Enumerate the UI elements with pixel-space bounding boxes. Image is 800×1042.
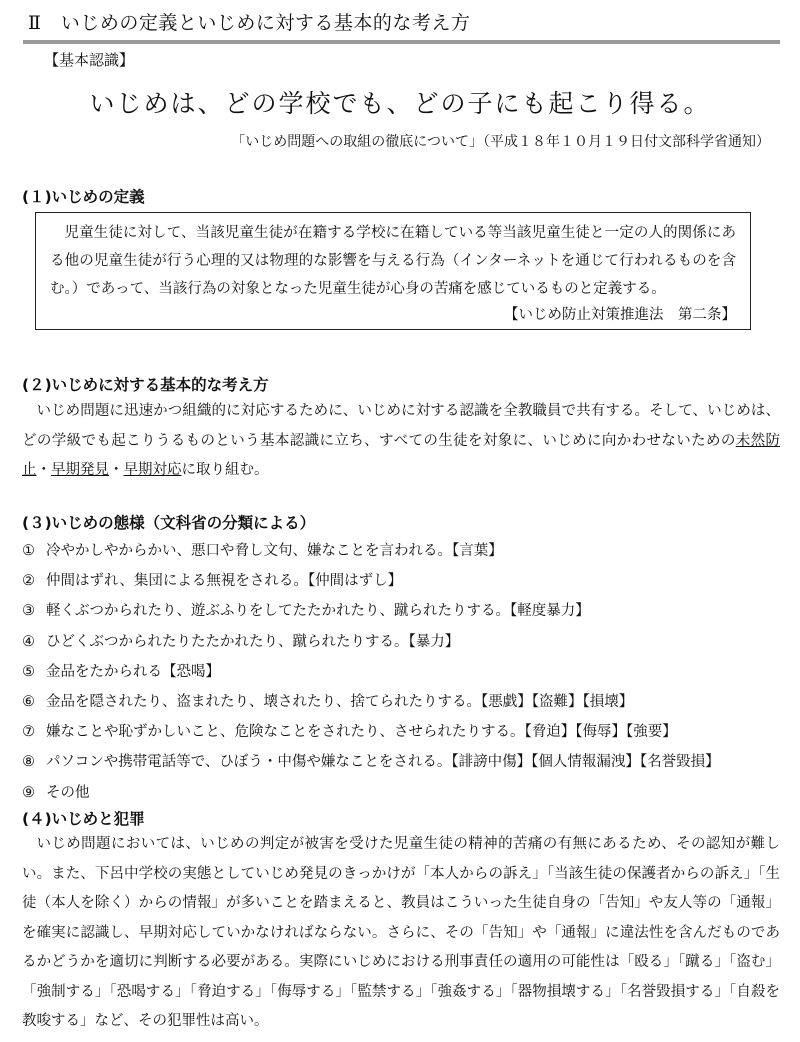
- list-item: [22, 627, 782, 657]
- definition-source: 【いじめ防止対策推進法 第二条】: [504, 307, 736, 323]
- item-text: 冷やかしやからかい、悪口や脅し文句、嫌なことを言われる。【言葉】: [46, 543, 503, 559]
- section-heading-bullying-types: (３)いじめの態様（文科省の分類による）: [22, 514, 316, 532]
- section-heading-definition: (１)いじめの定義: [22, 188, 145, 206]
- item-number: ⑦: [22, 724, 35, 741]
- item-number: ⑤: [22, 663, 35, 680]
- item-number: ③: [22, 603, 35, 620]
- definition-text: 児童生徒に対して、当該児童生徒が在籍する学校に在籍している等当該児童生徒と一定の人的関係にある他の児童生徒が行う心理的又は物理的な影響を与える行為（インターネットを通じて行われるものを含む。）であって、当該行為の対象となった児童生徒が心身の苦痛を感じているものと定義する。: [50, 225, 736, 297]
- list-item: [22, 717, 782, 747]
- bullying-crime-paragraph: いじめ問題においては、いじめの判定が被害を受けた児童生徒の精神的苦痛の有無にあるため、その認知が難しい。また、下呂中学校の実態としていじめ発見のきっかけが「本人からの訴え」「当該生徒の保護者からの訴え」「生徒（本人を除く）からの情報」が多いことを踏まえると、教員はこういった生徒自身の「告知」や友人等の「通報」を確実に認識し、早期対応していかなければならない。さらに、その「告知」や「通報」に違法性を含んだものであるかどうかを適切に判断する必要がある。実際にいじめにおける刑事責任の適用の可能性は「殴る」「蹴る」「盗む」「強制する」「恐喝する」「脅迫する」「侮辱する」「監禁する」「強姦する」「器物損壊する」「名誉毀損する」「自殺を教唆する」など、その犯罪性は高い。: [22, 836, 780, 1029]
- basic-approach-text-end: に取り組む。: [181, 462, 269, 478]
- item-text: 金品をたかられる【恐喝】: [46, 663, 220, 680]
- item-number: ②: [22, 573, 35, 590]
- list-item: [22, 536, 782, 566]
- item-text: ひどくぶつかられたりたたかれたり、蹴られたりする。【暴力】: [46, 633, 460, 650]
- chapter-title: Ⅱ いじめの定義といじめに対する基本的な考え方: [28, 12, 471, 34]
- list-item: [22, 778, 782, 808]
- item-text: 金品を隠されたり、盗まれたり、壊されたり、捨てられたりする。【悪戯】【盗難】【損壊】: [46, 693, 634, 710]
- bullying-types-list: [22, 536, 782, 808]
- item-text: 軽くぶつかられたり、遊ぶふりをしてたたかれたり、蹴られたりする。【軽度暴力】: [46, 603, 590, 620]
- keyword-early-detection: 早期発見: [51, 462, 109, 478]
- header-rule: [23, 40, 780, 44]
- keyword-early-response: 早期対応: [123, 462, 182, 478]
- basic-approach-paragraph: [22, 397, 780, 486]
- list-item: [22, 596, 782, 626]
- basic-approach-text: いじめ問題に迅速かつ組織的に対応するために、いじめに対する認識を全教職員で共有する。そして、いじめは、どの学級でも起こりうるものという基本認識に立ち、すべての生徒を対象に、いじめに向かわせないための: [22, 403, 780, 449]
- item-text: 仲間はずれ、集団による無視をされる。【仲間はずし】: [46, 573, 403, 590]
- list-item: [22, 657, 782, 687]
- section-heading-bullying-and-crime: (４)いじめと犯罪: [22, 810, 145, 828]
- item-number: ⑧: [22, 754, 35, 771]
- item-number: ④: [22, 633, 35, 650]
- list-item: [22, 687, 782, 717]
- keyword-prevention: 未然防止: [22, 432, 781, 478]
- item-number: ⑨: [22, 784, 35, 801]
- section-heading-basic-approach: (２)いじめに対する基本的な考え方: [22, 376, 269, 394]
- item-text: その他: [46, 784, 90, 801]
- list-item: [22, 566, 782, 596]
- citation: 「いじめ問題への取組の徹底について」（平成１８年１０月１９日付文部科学省通知）: [231, 134, 770, 150]
- item-number: ①: [22, 543, 35, 559]
- list-item: [22, 747, 782, 777]
- basic-recognition-motto: いじめは、どの学校でも、どの子にも起こり得る。: [89, 89, 711, 118]
- item-text: パソコンや携帯電話等で、ひぼう・中傷や嫌なことをされる。【誹謗中傷】【個人情報漏洩】【名誉毀損】: [46, 754, 720, 771]
- item-number: ⑥: [22, 693, 35, 710]
- separator: ・: [36, 462, 51, 478]
- definition-box: [35, 212, 751, 330]
- basic-recognition-label: 【基本認識】: [44, 51, 135, 69]
- separator: ・: [109, 462, 124, 478]
- item-text: 嫌なことや恥ずかしいこと、危険なことをされたり、させられたりする。【脅迫】【侮辱】【強要】: [46, 724, 677, 741]
